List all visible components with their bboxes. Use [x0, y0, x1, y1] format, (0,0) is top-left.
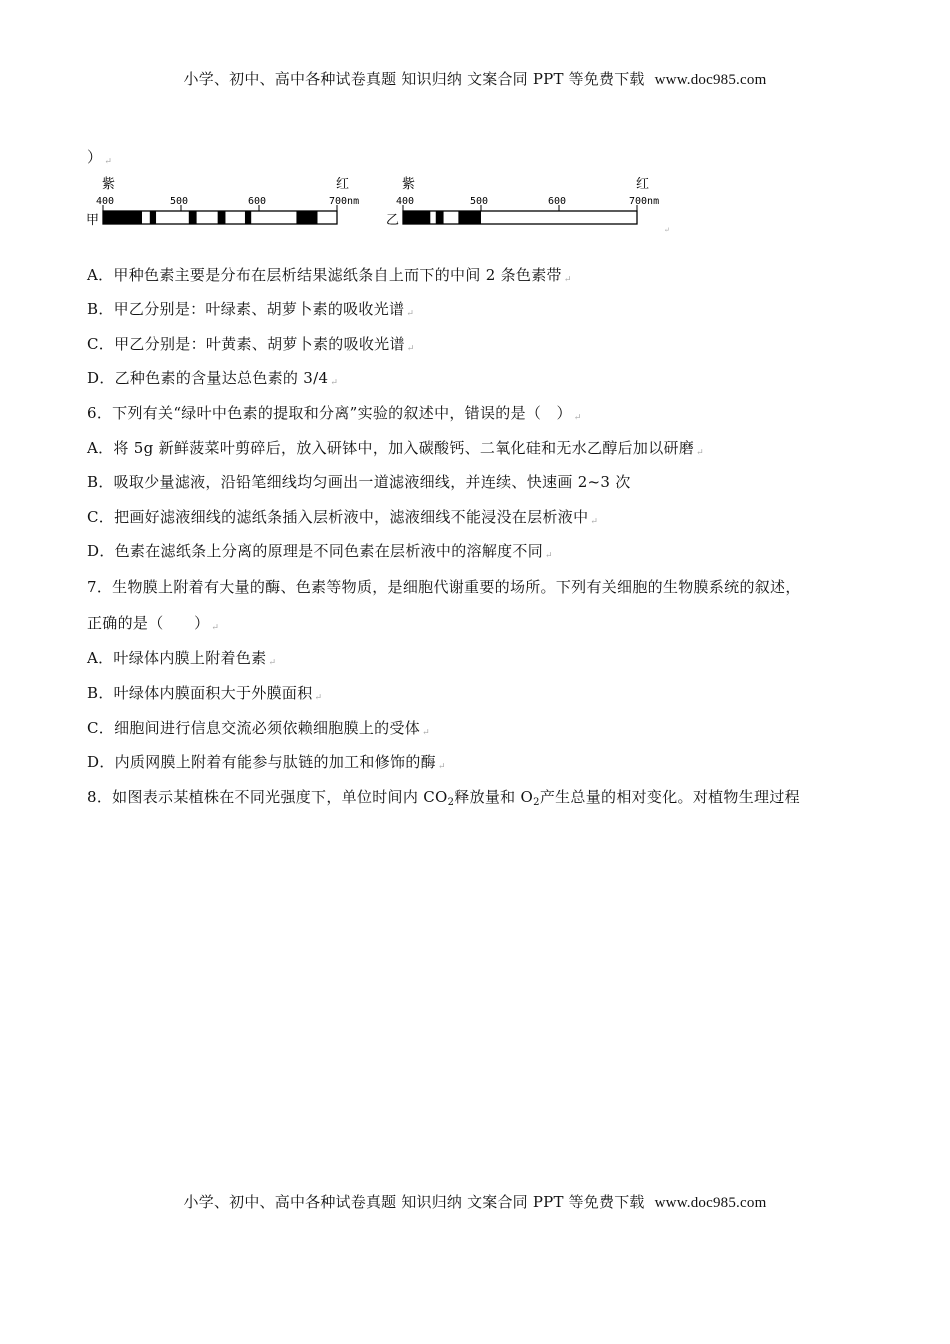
- q6-option-d-text: D．色素在滤纸条上分离的原理是不同色素在层析液中的溶解度不同: [87, 542, 544, 560]
- q7-stem-text-1: 7．生物膜上附着有大量的酶、色素等物质，是细胞代谢重要的场所。下列有关细胞的生物膜系统的叙述，: [87, 578, 801, 596]
- jia-absorption-band: [189, 211, 197, 224]
- q7-stem-line1: [87, 576, 801, 597]
- jia-violet-label: 紫: [102, 177, 116, 192]
- yi-absorption-band: [458, 211, 481, 224]
- footer-text: 小学、初中、高中各种试卷真题 知识归纳 文案合同 PPT 等免费下载: [183, 1193, 645, 1211]
- paragraph-mark-icon: ↵: [422, 728, 430, 738]
- jia-tick-marks: [103, 205, 337, 211]
- jia-absorption-band: [150, 211, 156, 224]
- paragraph-mark-icon: ↵: [573, 413, 582, 423]
- q8-stem: [87, 786, 800, 807]
- q7-option-a-text: A．叶绿体内膜上附着色素: [87, 649, 267, 667]
- header-text: 小学、初中、高中各种试卷真题 知识归纳 文案合同 PPT 等免费下载: [183, 70, 645, 88]
- co2-subscript: 2: [447, 797, 455, 808]
- q7-option-c-text: C．细胞间进行信息交流必须依赖细胞膜上的受体: [87, 719, 421, 737]
- paragraph-mark-icon: ↵: [330, 378, 339, 388]
- paragraph-mark-icon: ↵: [563, 275, 572, 285]
- yi-tick-400: 400: [396, 196, 415, 207]
- yi-red-label: 红: [636, 177, 650, 192]
- jia-tick-400: 400: [96, 196, 115, 207]
- jia-tick-700: 700nm: [329, 196, 360, 207]
- yi-tick-500: 500: [470, 196, 489, 207]
- q8-stem-text-3: 产生总量的相对变化。对植物生理过程: [539, 788, 800, 806]
- q5-option-b: [87, 298, 414, 319]
- q7-option-b: [87, 682, 322, 703]
- jia-tick-500: 500: [170, 196, 189, 207]
- yi-tick-700: 700nm: [629, 196, 660, 207]
- yi-tick-600: 600: [548, 196, 567, 207]
- q7-stem-text-2: 正确的是（ ）: [87, 614, 210, 632]
- q5-option-a: [87, 264, 572, 285]
- o2-subscript: 2: [533, 797, 540, 808]
- q7-stem-line2: [87, 612, 219, 633]
- paragraph-mark-icon: ↵: [268, 658, 277, 668]
- q6-option-d: [87, 540, 553, 561]
- q8-stem-text-1: 8．如图表示某植株在不同光强度下，单位时间内 CO: [87, 788, 448, 806]
- q5-option-a-text: A．甲种色素主要是分布在层析结果滤纸条自上而下的中间 2 条色素带: [87, 266, 562, 284]
- yi-label: 乙: [386, 213, 400, 228]
- jia-absorption-band: [218, 211, 226, 224]
- paragraph-mark-icon: ↵: [104, 157, 113, 167]
- q6-option-b-text: B．吸取少量滤液，沿铅笔细线均匀画出一道滤液细线，并连续、快速画 2~3 次: [87, 473, 631, 491]
- jia-absorption-band: [103, 211, 142, 224]
- q6-option-a: [87, 437, 704, 458]
- question-continuation: [87, 146, 112, 167]
- q6-option-b: [87, 471, 631, 492]
- q7-option-b-text: B．叶绿体内膜面积大于外膜面积: [87, 684, 313, 702]
- figure-anchor-mark: ↵: [664, 226, 670, 234]
- page-footer: [0, 1191, 950, 1212]
- paragraph-mark-icon: ↵: [314, 693, 323, 703]
- q7-option-d: [87, 751, 446, 772]
- q8-stem-text-2: 释放量和 O: [454, 788, 534, 806]
- yi-absorption-bands: [403, 211, 481, 224]
- paragraph-mark-icon: ↵: [437, 762, 446, 772]
- q7-option-a: [87, 647, 276, 668]
- jia-red-label: 红: [336, 177, 350, 192]
- yi-tick-labels: [396, 196, 659, 207]
- yi-violet-label: 紫: [402, 177, 416, 192]
- page-header: [0, 68, 950, 89]
- paragraph-mark-icon: ↵: [211, 623, 220, 633]
- q5-option-c-text: C．甲乙分别是：叶黄素、胡萝卜素的吸收光谱: [87, 335, 405, 353]
- closing-paren: ）: [87, 148, 103, 166]
- paragraph-mark-icon: ↵: [590, 517, 599, 527]
- footer-site: www.doc985.com: [654, 1195, 767, 1211]
- q5-option-b-text: B．甲乙分别是：叶绿素、胡萝卜素的吸收光谱: [87, 300, 405, 318]
- q7-option-d-text: D．内质网膜上附着有能参与肽链的加工和修饰的酶: [87, 753, 436, 771]
- yi-tick-marks: [403, 205, 637, 211]
- jia-tick-600: 600: [248, 196, 267, 207]
- q6-option-c-text: C．把画好滤液细线的滤纸条插入层析液中，滤液细线不能浸没在层析液中: [87, 508, 589, 526]
- jia-label: 甲: [86, 213, 100, 228]
- q6-option-a-text: A．将 5g 新鲜菠菜叶剪碎后，放入研钵中，加入碳酸钙、二氧化硅和无水乙醇后加以研磨: [87, 439, 695, 457]
- paragraph-mark-icon: ↵: [406, 309, 415, 319]
- q6-stem-text: 6．下列有关“绿叶中色素的提取和分离”实验的叙述中，错误的是（ ）: [87, 404, 572, 422]
- paragraph-mark-icon: ↵: [696, 448, 704, 458]
- q6-stem: [87, 402, 582, 423]
- header-site: www.doc985.com: [654, 72, 767, 88]
- q5-option-d: [87, 367, 338, 388]
- q5-option-d-text: D．乙种色素的含量达总色素的 3/4: [87, 369, 329, 387]
- jia-absorption-band: [245, 211, 251, 224]
- jia-absorption-band: [296, 211, 317, 224]
- yi-absorption-band: [403, 211, 430, 224]
- jia-tick-labels: [96, 196, 359, 207]
- q5-option-c: [87, 333, 415, 354]
- absorption-spectrum-figure: [86, 174, 686, 234]
- paragraph-mark-icon: ↵: [545, 551, 553, 561]
- q7-option-c: [87, 717, 430, 738]
- paragraph-mark-icon: ↵: [406, 344, 415, 354]
- yi-absorption-band: [436, 211, 444, 224]
- q6-option-c: [87, 506, 598, 527]
